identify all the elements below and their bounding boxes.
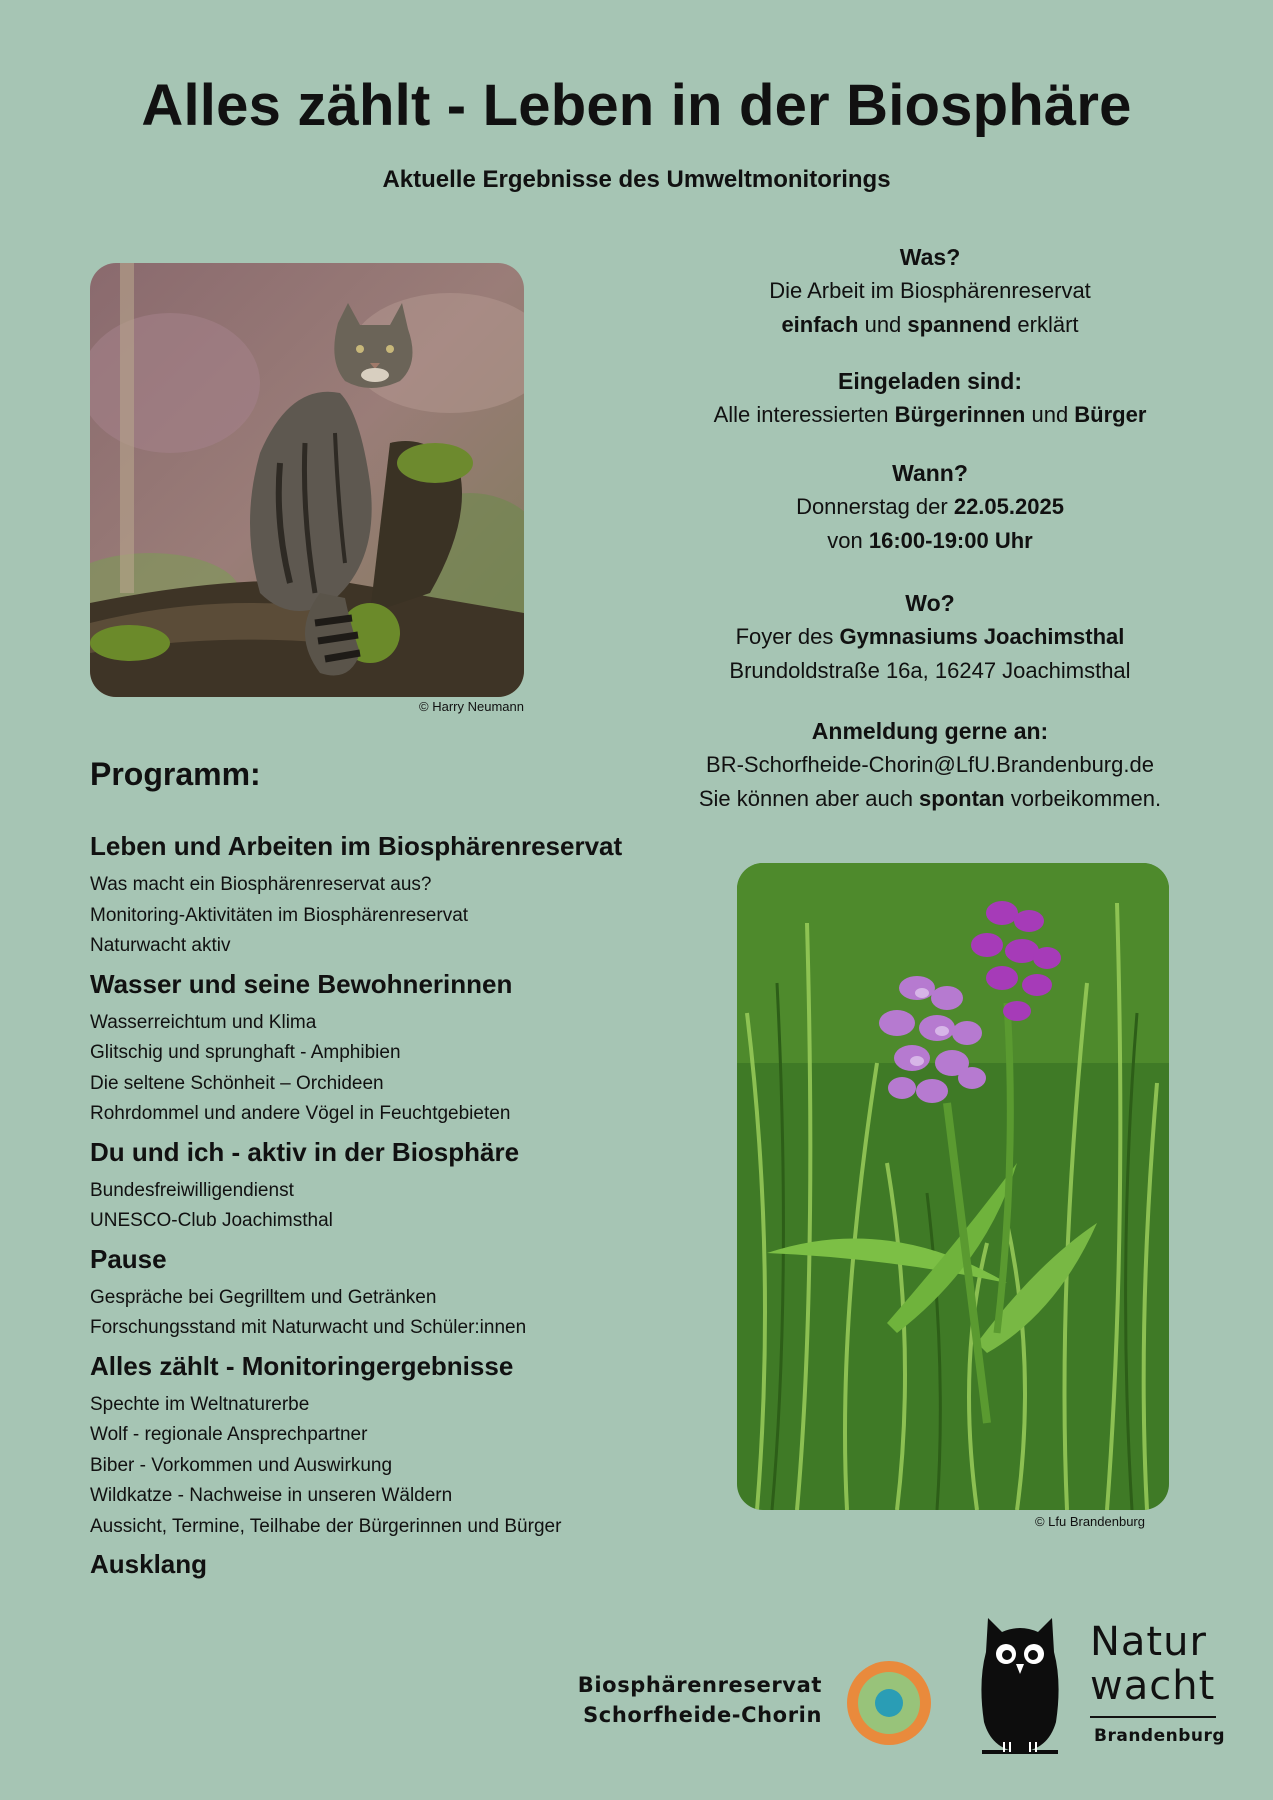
program-item: Was macht ein Biosphärenreservat aus? bbox=[90, 874, 432, 895]
orchid-photo bbox=[737, 863, 1169, 1510]
wildcat-photo-credit: © Harry Neumann bbox=[419, 699, 524, 714]
program-list bbox=[90, 830, 710, 1588]
wann-date-line: Donnerstag der 22.05.2025 bbox=[796, 494, 1064, 519]
program-item: Wildkatze - Nachweise in unseren Wäldern bbox=[90, 1485, 453, 1506]
owl-logo-icon bbox=[978, 1612, 1062, 1760]
wo-heading: Wo? bbox=[905, 590, 955, 616]
program-item: Monitoring-Aktivitäten im Biosphärenreservat bbox=[90, 904, 469, 926]
program-section-heading: Alles zählt - Monitoringergebnisse bbox=[90, 1350, 514, 1381]
program-item: Rohrdommel und andere Vögel in Feuchtgebieten bbox=[90, 1103, 511, 1124]
program-section-heading: Ausklang bbox=[90, 1549, 208, 1579]
naturwacht-divider bbox=[1090, 1716, 1216, 1718]
eingeladen-line: Alle interessierten Bürgerinnen und Bürger bbox=[713, 402, 1147, 427]
page-subtitle: Aktuelle Ergebnisse des Umweltmonitorings bbox=[382, 166, 891, 193]
wo-address-line: Brundoldstraße 16a, 16247 Joachimsthal bbox=[729, 658, 1131, 683]
wo-venue-line: Foyer des Gymnasiums Joachimsthal bbox=[735, 624, 1125, 649]
anmeldung-email[interactable]: BR-Schorfheide-Chorin@LfU.Brandenburg.de bbox=[706, 752, 1154, 777]
eingeladen-heading: Eingeladen sind: bbox=[837, 368, 1023, 394]
program-section bbox=[90, 968, 710, 1130]
program-section bbox=[90, 1136, 710, 1237]
was-line-1: Die Arbeit im Biosphärenreservat bbox=[769, 278, 1091, 303]
naturwacht-subtitle: Brandenburg bbox=[1094, 1726, 1226, 1746]
was-heading: Was? bbox=[899, 244, 961, 270]
when-info bbox=[660, 456, 1200, 558]
program-item: Aussicht, Termine, Teilhabe der Bürgerinnen und Bürger bbox=[90, 1515, 562, 1537]
event-info bbox=[660, 240, 1200, 342]
program-section bbox=[90, 1548, 710, 1580]
wann-heading: Wann? bbox=[892, 460, 968, 486]
biosphere-reservation-name: Biosphärenreservat Schorfheide-Chorin bbox=[577, 1673, 822, 1727]
program-item: Naturwacht aktiv bbox=[90, 935, 231, 956]
registration-info bbox=[660, 714, 1200, 816]
invited-info bbox=[660, 364, 1200, 432]
was-line-2: einfach und spannend erklärt bbox=[781, 312, 1079, 337]
program-section bbox=[90, 1350, 710, 1543]
naturwacht-wordmark: Natur wacht bbox=[1090, 1619, 1216, 1709]
program-item: Wolf - regionale Ansprechpartner bbox=[90, 1424, 368, 1445]
program-item: Bundesfreiwilligendienst bbox=[90, 1179, 294, 1201]
program-item: Glitschig und sprunghaft - Amphibien bbox=[90, 1042, 401, 1063]
program-item: UNESCO-Club Joachimsthal bbox=[90, 1210, 333, 1231]
orchid-photo-credit: © Lfu Brandenburg bbox=[1034, 1514, 1145, 1529]
program-item: Spechte im Weltnaturerbe bbox=[90, 1393, 310, 1415]
program-title: Programm: bbox=[90, 756, 261, 792]
program-section bbox=[90, 830, 710, 962]
anmeldung-heading: Anmeldung gerne an: bbox=[811, 718, 1049, 744]
anmeldung-note: Sie können aber auch spontan vorbeikommen. bbox=[698, 786, 1162, 811]
program-item: Gespräche bei Gegrilltem und Getränken bbox=[90, 1286, 437, 1308]
program-item: Die seltene Schönheit – Orchideen bbox=[90, 1072, 384, 1094]
wann-time-line: von 16:00-19:00 Uhr bbox=[827, 528, 1033, 553]
program-item: Forschungsstand mit Naturwacht und Schüler:innen bbox=[90, 1317, 527, 1338]
program-section-heading: Du und ich - aktiv in der Biosphäre bbox=[90, 1136, 520, 1167]
program-section-heading: Leben und Arbeiten im Biosphärenreservat bbox=[90, 831, 623, 861]
page-title: Alles zählt - Leben in der Biosphäre bbox=[141, 73, 1132, 138]
biosphere-ring-logo bbox=[844, 1658, 934, 1748]
program-section bbox=[90, 1243, 710, 1344]
program-section-heading: Pause bbox=[90, 1243, 167, 1274]
program-item: Biber - Vorkommen und Auswirkung bbox=[90, 1454, 393, 1476]
where-info bbox=[660, 586, 1200, 688]
program-section-heading: Wasser und seine Bewohnerinnen bbox=[90, 968, 513, 999]
program-item: Wasserreichtum und Klima bbox=[90, 1011, 317, 1033]
wildcat-photo bbox=[90, 263, 524, 697]
